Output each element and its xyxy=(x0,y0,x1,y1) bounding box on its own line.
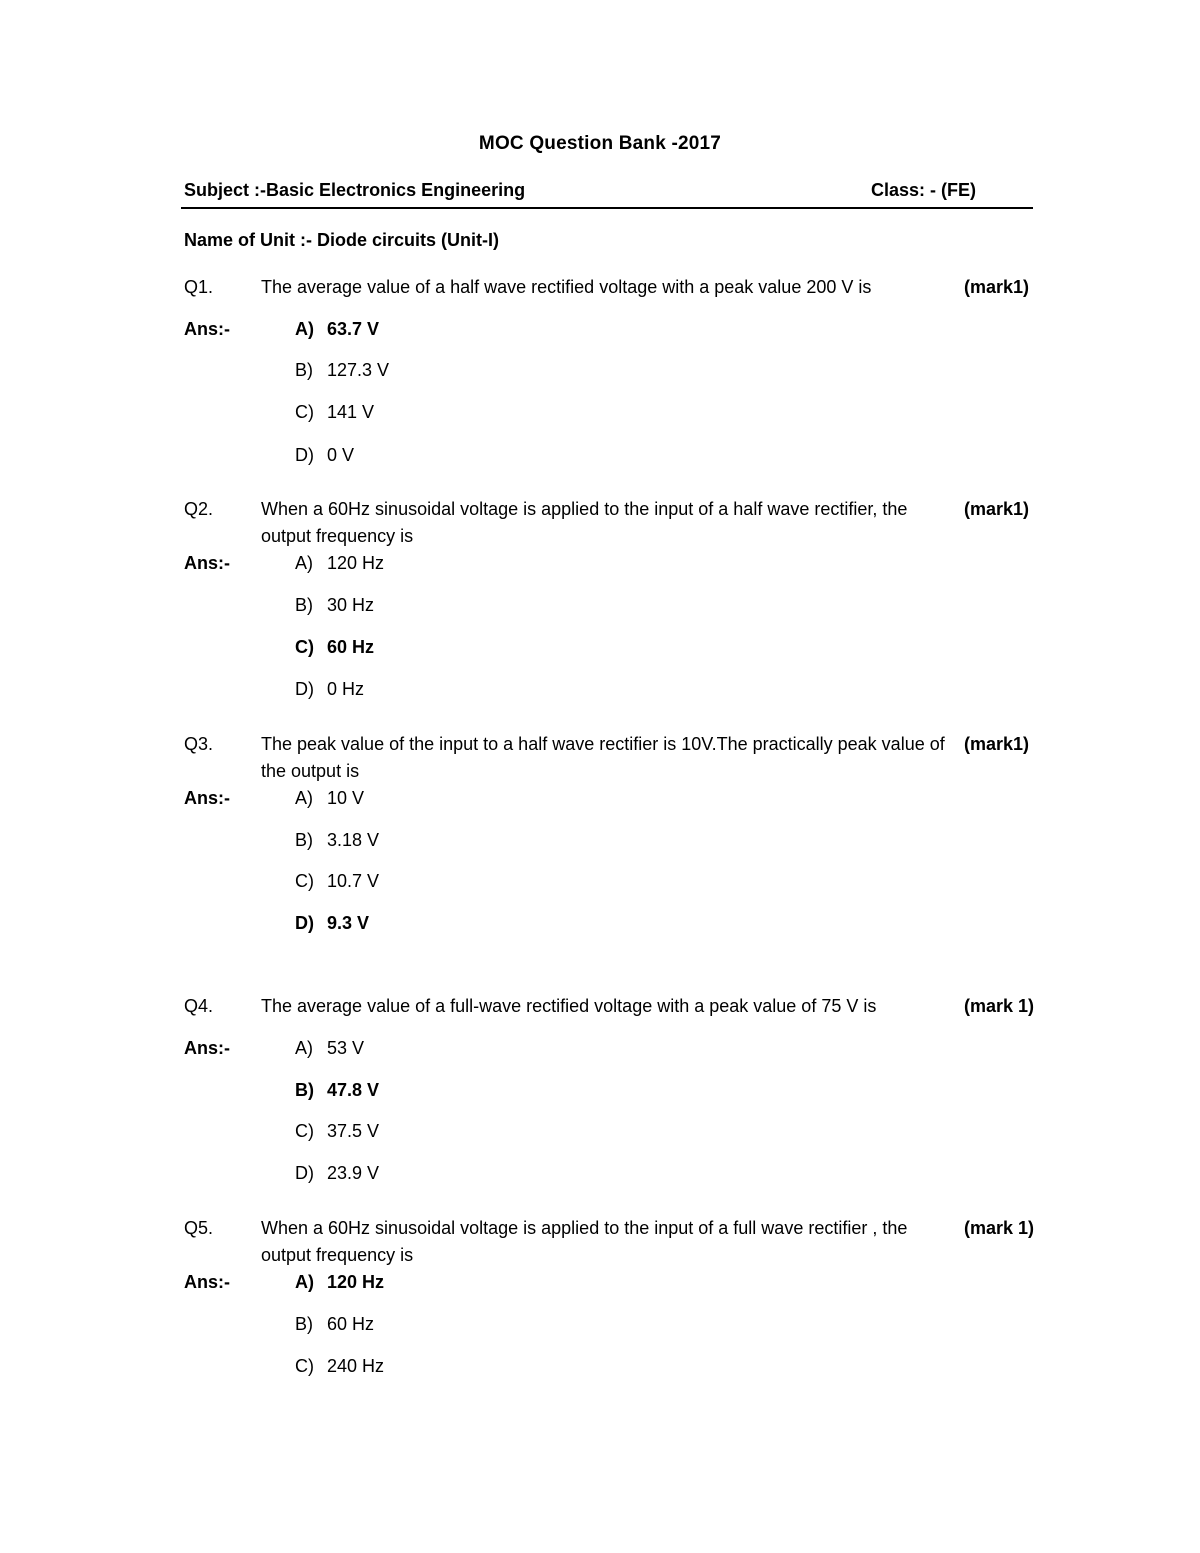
answer-label: Ans:- xyxy=(184,1038,230,1058)
option-item xyxy=(295,637,374,658)
option-text: 3.18 V xyxy=(327,830,380,850)
option-text: 60 Hz xyxy=(327,1314,375,1334)
option-item xyxy=(295,788,364,809)
option-item xyxy=(295,319,379,340)
option-text: 53 V xyxy=(327,1038,365,1058)
option-item xyxy=(295,1314,374,1335)
question-number: Q4. xyxy=(184,996,214,1016)
option-letter: C) xyxy=(295,402,314,422)
question-text: When a 60Hz sinusoidal voltage is applied to the input of a full wave rectifier , the output frequency is xyxy=(261,1218,908,1265)
option-text: 30 Hz xyxy=(327,595,375,615)
question-number: Q3. xyxy=(184,734,214,754)
question-mark: (mark1) xyxy=(964,499,1030,519)
answer-label: Ans:- xyxy=(184,319,230,339)
option-text: 120 Hz xyxy=(327,553,385,573)
page-title: MOC Question Bank -2017 xyxy=(478,133,722,154)
option-item xyxy=(295,1038,364,1059)
option-letter: A) xyxy=(295,788,313,808)
option-text: 9.3 V xyxy=(327,913,370,933)
option-letter: D) xyxy=(295,913,314,933)
option-item xyxy=(295,830,379,851)
option-item xyxy=(295,871,379,892)
unit-name: Name of Unit :- Diode circuits (Unit-I) xyxy=(184,230,499,250)
option-text: 23.9 V xyxy=(327,1163,380,1183)
header-divider xyxy=(181,207,1033,209)
subject-label: Subject :-Basic Electronics Engineering xyxy=(184,180,526,200)
option-text: 10 V xyxy=(327,788,365,808)
option-letter: C) xyxy=(295,1121,314,1141)
option-letter: B) xyxy=(295,360,313,380)
option-text: 47.8 V xyxy=(327,1080,380,1100)
question-mark: (mark 1) xyxy=(964,1218,1035,1238)
question-number: Q2. xyxy=(184,499,214,519)
option-item xyxy=(295,1163,379,1184)
question-mark: (mark 1) xyxy=(964,996,1035,1016)
option-item xyxy=(295,595,374,616)
option-text: 10.7 V xyxy=(327,871,380,891)
option-letter: D) xyxy=(295,445,314,465)
option-text: 37.5 V xyxy=(327,1121,380,1141)
option-letter: A) xyxy=(295,1038,313,1058)
option-text: 0 V xyxy=(327,445,355,465)
option-item xyxy=(295,1080,379,1101)
class-label: Class: - (FE) xyxy=(871,180,977,200)
option-text: 60 Hz xyxy=(327,637,375,657)
option-item xyxy=(295,1121,379,1142)
answer-label: Ans:- xyxy=(184,553,230,573)
option-text: 141 V xyxy=(327,402,375,422)
option-letter: A) xyxy=(295,1272,314,1292)
question-text: The average value of a half wave rectified voltage with a peak value 200 V is xyxy=(261,277,872,297)
option-text: 63.7 V xyxy=(327,319,380,339)
question-text: When a 60Hz sinusoidal voltage is applied to the input of a half wave rectifier, the output frequency is xyxy=(261,499,908,546)
option-text: 120 Hz xyxy=(327,1272,385,1292)
answer-label: Ans:- xyxy=(184,788,230,808)
option-letter: D) xyxy=(295,679,314,699)
option-text: 0 Hz xyxy=(327,679,365,699)
option-letter: A) xyxy=(295,553,313,573)
option-letter: B) xyxy=(295,1314,313,1334)
option-letter: B) xyxy=(295,595,313,615)
option-text: 127.3 V xyxy=(327,360,390,380)
option-item xyxy=(295,445,354,466)
option-letter: C) xyxy=(295,637,314,657)
question-text: The average value of a full-wave rectified voltage with a peak value of 75 V is xyxy=(261,996,877,1016)
option-item xyxy=(295,679,364,700)
header-row xyxy=(181,180,1033,206)
option-item xyxy=(295,1356,384,1377)
option-letter: C) xyxy=(295,871,314,891)
option-letter: A) xyxy=(295,319,314,339)
option-letter: B) xyxy=(295,830,313,850)
option-item xyxy=(295,1272,384,1293)
question-number: Q1. xyxy=(184,277,214,297)
option-item xyxy=(295,402,374,423)
option-letter: D) xyxy=(295,1163,314,1183)
option-item xyxy=(295,360,389,381)
option-item xyxy=(295,913,369,934)
question-number: Q5. xyxy=(184,1218,214,1238)
question-mark: (mark1) xyxy=(964,277,1030,297)
question-mark: (mark1) xyxy=(964,734,1030,754)
option-letter: C) xyxy=(295,1356,314,1376)
option-text: 240 Hz xyxy=(327,1356,385,1376)
option-letter: B) xyxy=(295,1080,314,1100)
option-item xyxy=(295,553,384,574)
question-text: The peak value of the input to a half wave rectifier is 10V.The practically peak value of the output is xyxy=(261,734,945,781)
answer-label: Ans:- xyxy=(184,1272,230,1292)
